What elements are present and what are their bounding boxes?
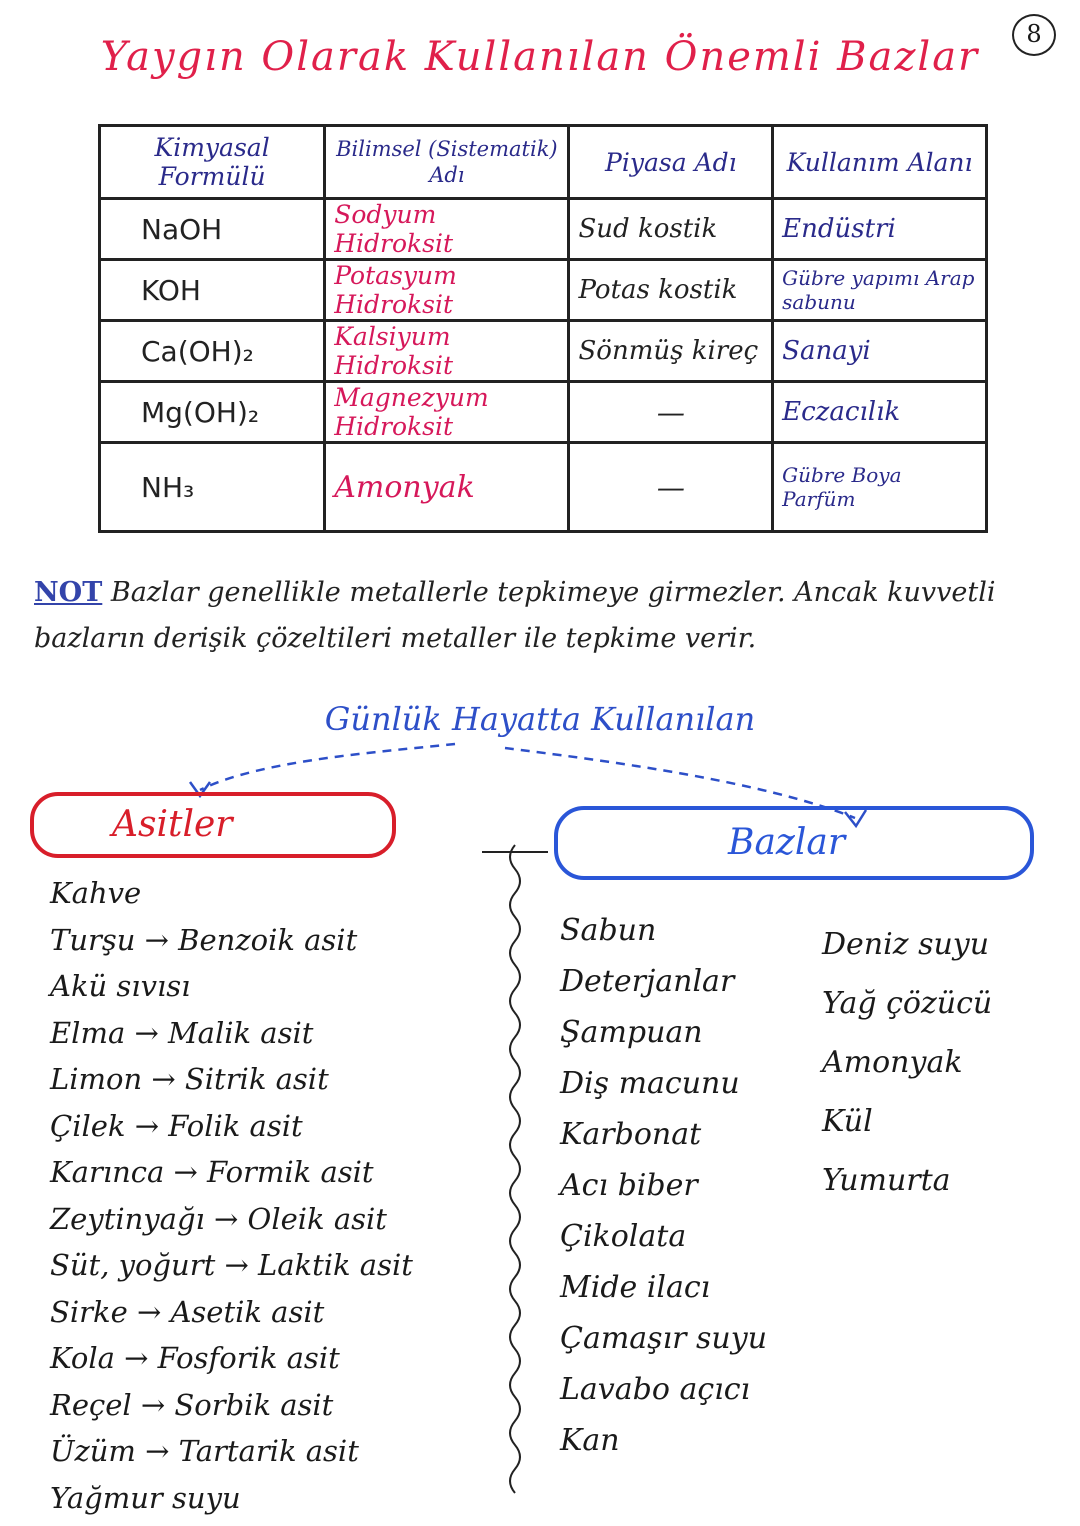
acids-list xyxy=(50,870,413,1521)
list-item: Yumurta xyxy=(822,1163,951,1198)
list-item: Elma → Malik asit xyxy=(50,1015,314,1050)
cell-scientific: Potasyum Hidroksit xyxy=(325,260,569,321)
list-item: Reçel → Sorbik asit xyxy=(50,1387,334,1422)
list-item: Çamaşır suyu xyxy=(560,1321,768,1356)
list-item: Şampuan xyxy=(560,1015,703,1050)
bases-label: Bazlar xyxy=(728,822,846,863)
list-item: Yağ çözücü xyxy=(822,986,993,1021)
list-item: Acı biber xyxy=(560,1168,698,1203)
cell-usage: Sanayi xyxy=(773,321,987,382)
cell-usage: Eczacılık xyxy=(773,382,987,443)
header-market-name: Piyasa Adı xyxy=(569,126,773,199)
page-number: 8 xyxy=(1012,14,1056,56)
list-item: Kahve xyxy=(50,876,142,910)
cell-market: Potas kostik xyxy=(569,260,773,321)
cell-market: — xyxy=(569,443,773,532)
daily-life-heading: Günlük Hayatta Kullanılan xyxy=(324,700,756,738)
cell-market: Sönmüş kireç xyxy=(569,321,773,382)
list-item: Sirke → Asetik asit xyxy=(50,1294,325,1329)
list-item: Karınca → Formik asit xyxy=(50,1155,374,1189)
list-item: Çilek → Folik asit xyxy=(50,1108,303,1143)
cell-usage: Endüstri xyxy=(773,199,987,260)
list-item: Turşu → Benzoik asit xyxy=(50,922,358,957)
page-title: Yaygın Olarak Kullanılan Önemli Bazlar xyxy=(100,34,980,80)
cell-formula: Ca(OH)₂ xyxy=(100,321,325,382)
note-label: NOT xyxy=(34,577,103,608)
list-item: Karbonat xyxy=(560,1117,702,1152)
list-item: Zeytinyağı → Oleik asit xyxy=(50,1201,387,1236)
cell-scientific: Magnezyum Hidroksit xyxy=(325,382,569,443)
header-usage: Kullanım Alanı xyxy=(773,126,987,199)
arrow-to-acids xyxy=(200,744,455,790)
cell-formula: KOH xyxy=(100,260,325,321)
bases-list-col1 xyxy=(560,905,767,1466)
list-item: Deniz suyu xyxy=(822,927,990,962)
list-item: Kan xyxy=(560,1423,620,1458)
cell-formula: NaOH xyxy=(100,199,325,260)
list-item: Deterjanlar xyxy=(560,964,735,999)
list-item: Kola → Fosforik asit xyxy=(50,1341,340,1375)
cell-usage: Gübre Boya Parfüm xyxy=(773,443,987,532)
list-item: Amonyak xyxy=(822,1045,963,1080)
cell-scientific: Sodyum Hidroksit xyxy=(325,199,569,260)
cell-market: Sud kostik xyxy=(569,199,773,260)
list-item: Akü sıvısı xyxy=(50,969,191,1003)
acids-label: Asitler xyxy=(112,804,233,845)
header-scientific-name: Bilimsel (Sistematik) Adı xyxy=(325,126,569,199)
list-item: Mide ilacı xyxy=(560,1270,711,1305)
list-item: Çikolata xyxy=(560,1219,687,1254)
list-item: Süt, yoğurt → Laktik asit xyxy=(50,1248,413,1282)
divider-line xyxy=(510,845,520,1493)
list-item: Kül xyxy=(822,1104,873,1139)
cell-scientific: Amonyak xyxy=(325,443,569,532)
header-formula: Kimyasal Formülü xyxy=(100,126,325,199)
cell-formula: NH₃ xyxy=(100,443,325,532)
list-item: Diş macunu xyxy=(560,1066,740,1101)
list-item: Lavabo açıcı xyxy=(560,1372,751,1407)
cell-formula: Mg(OH)₂ xyxy=(100,382,325,443)
cell-scientific: Kalsiyum Hidroksit xyxy=(325,321,569,382)
list-item: Sabun xyxy=(560,913,657,948)
note-text: Bazlar genellikle metallerle tepkimeye girmezler. Ancak kuvvetli bazların derişik çözeltileri metaller ile tepkime verir. xyxy=(34,577,996,654)
cell-usage: Gübre yapımı Arap sabunu xyxy=(773,260,987,321)
bases-list-col2 xyxy=(822,915,992,1210)
cell-market: — xyxy=(569,382,773,443)
list-item: Yağmur suyu xyxy=(50,1480,241,1515)
list-item: Üzüm → Tartarik asit xyxy=(50,1434,359,1468)
list-item: Limon → Sitrik asit xyxy=(50,1062,329,1096)
